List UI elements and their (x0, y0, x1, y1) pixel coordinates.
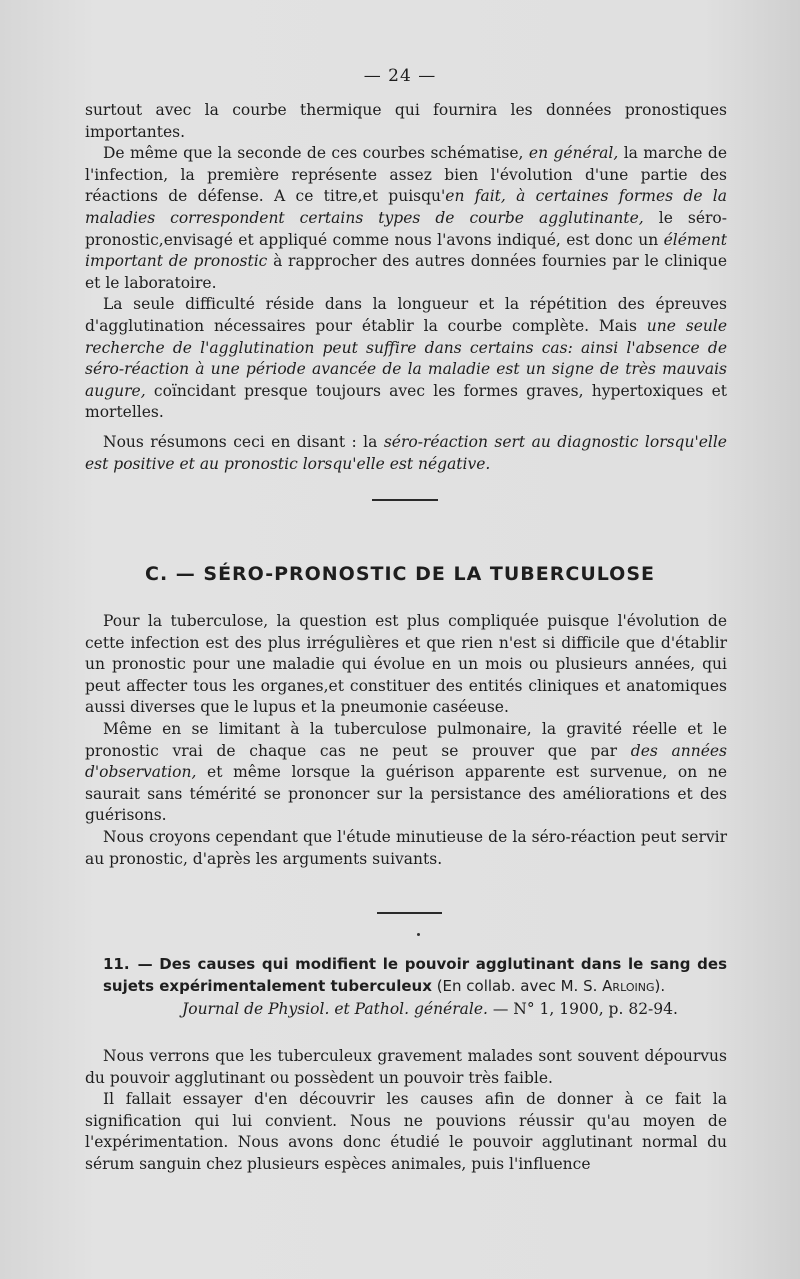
paragraph: Nous croyons cependant que l'étude minutieuse de la séro-réaction peut servir au pronostic, d'après les arguments suivants. (85, 827, 727, 868)
page-number: — 24 — (363, 66, 437, 86)
paragraph: Nous verrons que les tuberculeux gravement malades sont souvent dépourvus du pouvoir agglutinant ou possèdent un pouvoir très faible. (85, 1047, 727, 1087)
entry-number: 11. (103, 955, 130, 973)
bibliography-entry: 11. — Des causes qui modifient le pouvoir agglutinant dans le sang des sujets expérimentalement tuberculeux (En collab. avec M. S. Arloing). (103, 955, 727, 995)
paragraph: Nous résumons ceci en disant : la séro-réaction sert au diagnostic lorsqu'elle est positive et au pronostic lorsqu'elle est négative. (85, 432, 727, 473)
section-c-text (85, 611, 727, 870)
paragraph: Pour la tuberculose, la question est plus compliquée puisque l'évolution de cette infection est des plus irrégulières et que rien n'est si difficile que d'établir un pronostic pour une maladie qui évolue en un mois ou plusieurs années, qui peut affecter tous les organes,et constituer des entités cliniques et anatomiques aussi diverses que le lupus et la pneumonie caséeuse. (85, 612, 727, 717)
divider (377, 912, 442, 914)
entry-author: Arloing (602, 977, 655, 995)
entry-title: — Des causes qui modifient le pouvoir agglutinant dans le sang des sujets expérimentalement tuberculeux (103, 955, 727, 995)
entry-collab: (En collab. avec M. S. (436, 977, 598, 995)
entry-body (85, 1046, 727, 1176)
section-title: C. — SÉRO-PRONOSTIC DE LA TUBERCULOSE (145, 563, 655, 585)
divider (372, 499, 438, 501)
paragraph: La seule difficulté réside dans la longueur et la répétition des épreuves d'agglutination nécessaires pour établir la courbe complète. Mais une seule recherche de l'agglutination peut suffire dans certains cas: ainsi l'absence de séro-réaction à une période avancée de la maladie est un signe de très mauvais augure, coïncidant presque toujours avec les formes graves, hypertoxiques et mortelles. (85, 295, 728, 422)
decorative-dot (417, 933, 420, 936)
paragraph: Il fallait essayer d'en découvrir les causes afin de donner à ce fait la signification qui lui convient. Nous ne pouvions réussir qu'au moyen de l'expérimentation. Nous avons donc étudié le pouvoir agglutinant normal du sérum sanguin chez plusieurs espèces animales, puis l'influence (85, 1090, 727, 1173)
section-b-text (85, 100, 727, 475)
paragraph: surtout avec la courbe thermique qui fournira les données pronostiques importantes. (85, 101, 727, 141)
paragraph: De même que la seconde de ces courbes schématise, en général, la marche de l'infection, la première représente assez bien l'évolution d'une partie des réactions de défense. A ce titre,et puisqu'en fait, à certaines formes de la maladies correspondent certains types de courbe agglutinante, le séro-pronostic,envisagé et appliqué comme nous l'avons indiqué, est donc un élément important de pronostic à rapprocher des autres données fournies par le clinique et le laboratoire. (85, 144, 727, 292)
paragraph: Même en se limitant à la tuberculose pulmonaire, la gravité réelle et le pronostic vrai de chaque cas ne peut se prouver que par des années d'observation, et même lorsque la guérison apparente est survenue, on ne saurait sans témérité se prononcer sur la persistance des améliorations et des guérisons. (85, 719, 727, 825)
journal-reference: Journal de Physiol. et Pathol. générale. — N° 1, 1900, p. 82-94. (182, 1000, 678, 1018)
